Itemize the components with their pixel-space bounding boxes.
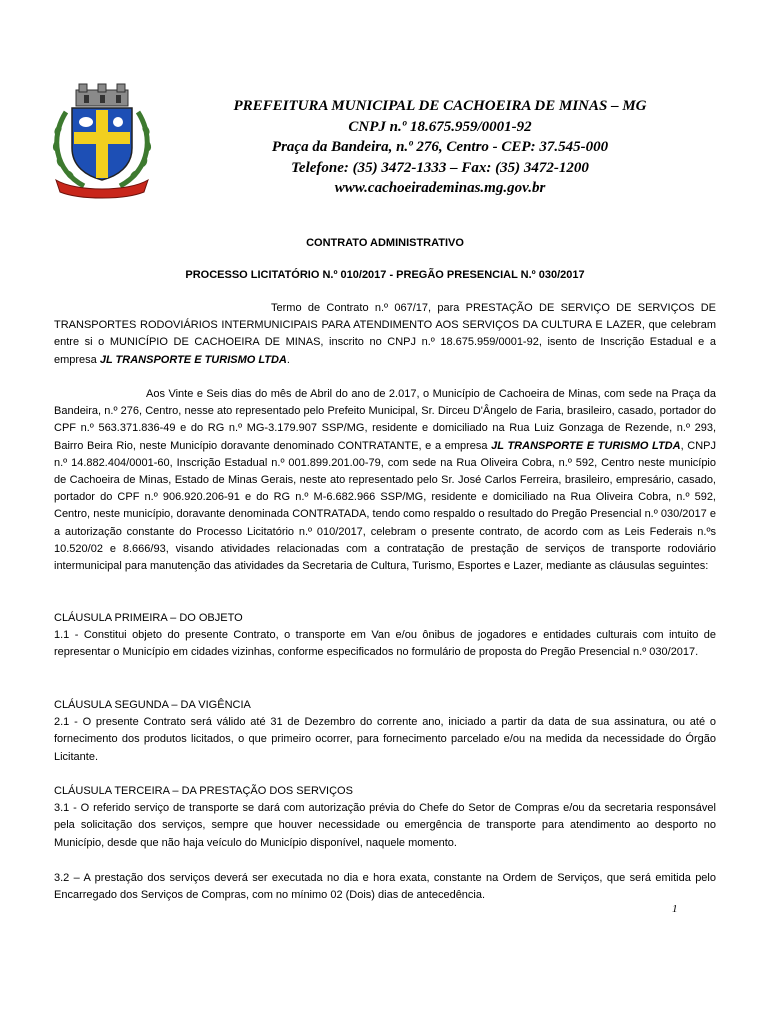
document-title: CONTRATO ADMINISTRATIVO bbox=[306, 237, 464, 249]
contract-intro-paragraph bbox=[54, 300, 716, 369]
intro-text-end: . bbox=[286, 353, 290, 366]
municipal-crest-logo bbox=[46, 82, 158, 200]
cnpj-line: CNPJ n.º 18.675.959/0001-92 bbox=[348, 118, 532, 135]
clause-text: 1.1 - Constitui objeto do presente Contrato, o transporte em Van e/ou ônibus de jogadores e entidades culturais com intuito de representar o Município em cidades vizinhas, conforme especificados no formulário de proposta do Pregão Presencial n.º 030/2017. bbox=[54, 629, 716, 659]
letterhead bbox=[160, 96, 720, 199]
clause-third-item-2 bbox=[54, 870, 716, 904]
website-link[interactable]: www.cachoeirademinas.mg.gov.br bbox=[334, 180, 546, 196]
address-line: Praça da Bandeira, n.º 276, Centro - CEP: 37.545-000 bbox=[271, 139, 609, 155]
clause-heading: CLÁUSULA SEGUNDA – DA VIGÊNCIA bbox=[54, 699, 251, 711]
company-name: JL TRANSPORTE E TURISMO LTDA bbox=[491, 439, 681, 452]
clause-second bbox=[54, 697, 716, 766]
clause-third bbox=[54, 783, 716, 852]
parties-text-cont: , CNPJ n.º 14.882.404/0001-60, Inscrição Estadual n.º 001.899.201.00-79, com sede na Rua Oliveira Cobra, n.º 592, Centro neste município de Cachoeira de Minas, Estado de Minas Gerais, neste ato representado pelo Sr. José Carlos Ferreira, brasileiro, empresário, casado, portador do CPF n.º 906.920.206-91 e do RG n.º M-6.682.966 SSP/MG, residente e domiciliado na Rua Oliveira Cobra, n.º 592, Centro, neste município, doravante denominada CONTRATADA, tendo como respaldo o resultado do Pregão Presencial n.º 030/2017 e a autorização constante do Processo Licitatório n.º 010/2017, celebram o presente contrato, de acordo com as Leis Federais n.ºs 10.520/02 e 8.666/93, visando atividades relacionadas com a contratação de prestação de serviços de transporte rodoviário intermunicipal para manutenção das atividades da Secretaria de Cultura, Turismo, Esportes e Lazer, mediante as cláusulas seguintes: bbox=[54, 439, 716, 573]
phone-line: Telefone: (35) 3472-1333 – Fax: (35) 3472-1200 bbox=[291, 159, 589, 176]
clause-first bbox=[54, 610, 716, 662]
document-subtitle: PROCESSO LICITATÓRIO N.º 010/2017 - PREGÃO PRESENCIAL N.º 030/2017 bbox=[185, 269, 585, 281]
clause-heading: CLÁUSULA PRIMEIRA – DO OBJETO bbox=[54, 612, 243, 624]
intro-text: Termo de Contrato n.º 067/17, para PRESTAÇÃO DE SERVIÇO DE SERVIÇOS DE TRANSPORTES RODOVIÁRIOS INTERMUNICIPAIS PARA ATENDIMENTO AOS SERVIÇOS DA CULTURA E LAZER, que celebram entre si o MUNICÍPIO DE CACHOEIRA DE MINAS, inscrito no CNPJ n.º 18.675.959/0001-92, isento de Inscrição Estadual e a empresa bbox=[54, 302, 716, 366]
clause-heading: CLÁUSULA TERCEIRA – DA PRESTAÇÃO DOS SERVIÇOS bbox=[54, 785, 353, 797]
municipality-name: PREFEITURA MUNICIPAL DE CACHOEIRA DE MINAS – MG bbox=[233, 98, 647, 114]
clause-text: 3.2 – A prestação dos serviços deverá ser executada no dia e hora exata, constante na Ordem de Serviços, que será emitida pelo Encarregado dos Serviços de Compras, com no mínimo 02 (Dois) dias de antecedência. bbox=[54, 872, 716, 902]
page-number: 1 bbox=[672, 903, 678, 915]
company-name: JL TRANSPORTE E TURISMO LTDA bbox=[99, 353, 287, 366]
clause-text: 3.1 - O referido serviço de transporte se dará com autorização prévia do Chefe do Setor de Compras e/ou da secretaria responsável pela solicitação dos serviços, sempre que houver necessidade ou emergência de transporte para atendimento ao desporto no Município, desde que não haja veículo do Município disponível, naquele momento. bbox=[54, 802, 716, 849]
clause-text: 2.1 - O presente Contrato será válido até 31 de Dezembro do corrente ano, iniciado a partir da data de sua assinatura, ou até o fornecimento dos produtos licitados, o que primeiro ocorrer, para fornecimento parcelado e/ou na medida da necessidade do Órgão Licitante. bbox=[54, 716, 716, 763]
contract-parties-paragraph bbox=[54, 386, 716, 575]
parties-text: Aos Vinte e Seis dias do mês de Abril do ano de 2.017, o Município de Cachoeira de Minas, com sede na Praça da Bandeira, n.º 276, Centro, nesse ato representado pelo Prefeito Municipal, Sr. Dirceu D'Ângelo de Faria, brasileiro, casado, portador do CPF n.º 563.371.836-49 e do RG n.º MG-3.179.907 SSP/MG, residente e domiciliado na Rua Luiz Gonzaga de Rezende, n.º 293, Bairro Beira Rio, neste Município doravante denominado CONTRATANTE, e a empresa bbox=[54, 388, 716, 452]
